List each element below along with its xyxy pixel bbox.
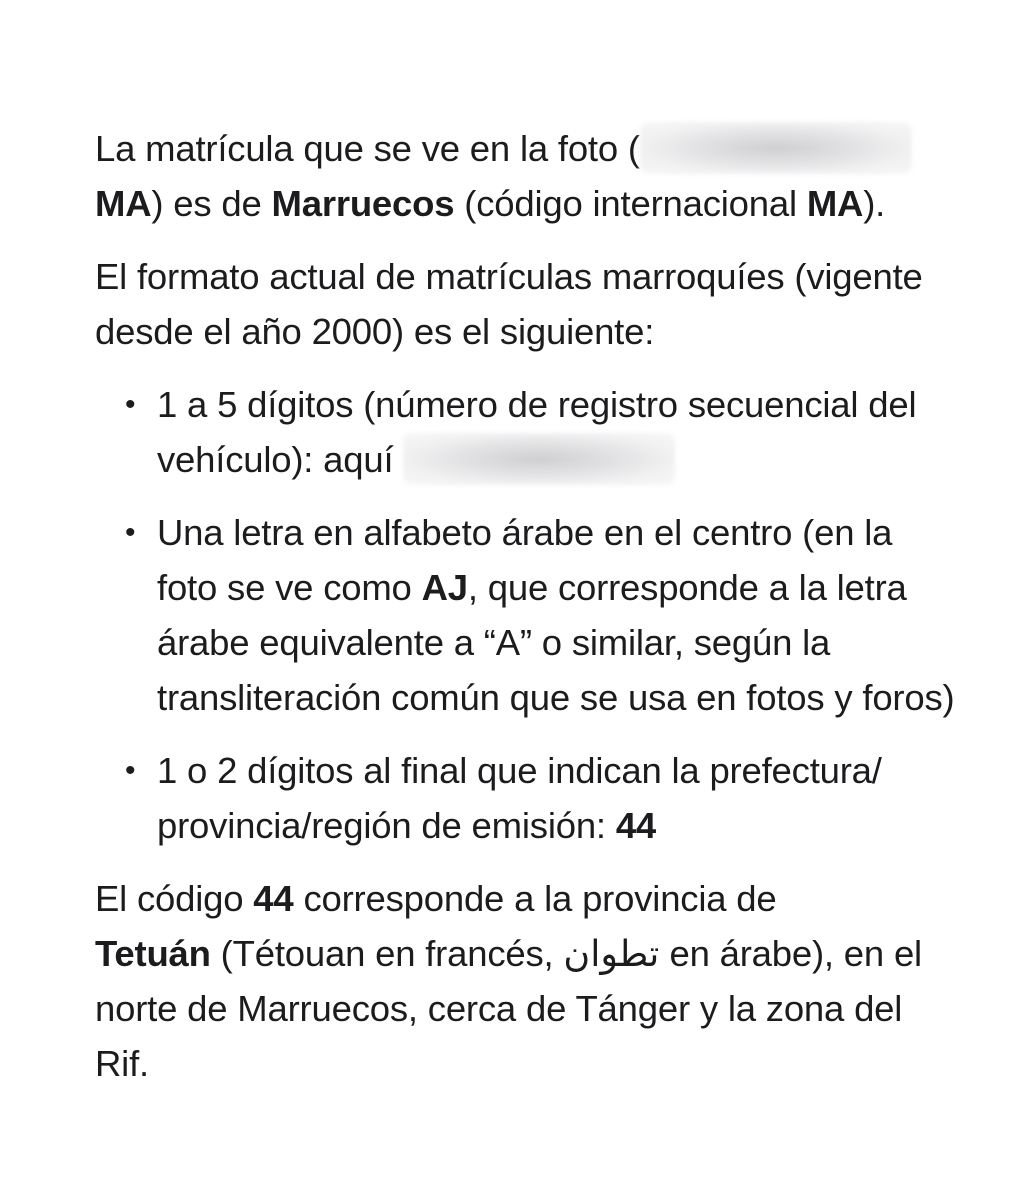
format-text: El formato actual de matrículas marroquíes (vigente desde el año 2000) es el siguiente: bbox=[95, 256, 923, 352]
conclusion-text-2: corresponde a la provincia de bbox=[293, 878, 777, 919]
list-item bbox=[95, 377, 955, 487]
province-name: Tetuán bbox=[95, 933, 211, 974]
letter-code: AJ bbox=[421, 567, 468, 608]
format-paragraph bbox=[95, 249, 955, 359]
list-item bbox=[95, 743, 955, 853]
conclusion-text-3: (Tétouan en francés, bbox=[210, 933, 564, 974]
list-item bbox=[95, 505, 955, 725]
intro-text-4: ). bbox=[863, 183, 886, 224]
redacted-plate-number bbox=[640, 122, 912, 174]
province-code: 44 bbox=[253, 878, 294, 919]
bullet-icon: • bbox=[125, 516, 136, 549]
conclusion-text-4: en árabe), en el norte de Marruecos, cerca de Tánger y la zona del Rif. bbox=[95, 933, 922, 1084]
conclusion-paragraph bbox=[95, 871, 955, 1091]
intro-text-3: (código internacional bbox=[454, 183, 807, 224]
conclusion-text: El código bbox=[95, 878, 254, 919]
international-code: MA bbox=[806, 183, 864, 224]
country-name: Marruecos bbox=[271, 183, 455, 224]
plate-suffix-code: MA bbox=[95, 183, 152, 224]
region-code: 44 bbox=[615, 805, 657, 846]
letter-text-2: , que corresponde a la letra árabe equivalente a “A” o similar, según la transliteración común que se usa en fotos y foros) bbox=[157, 567, 955, 718]
intro-paragraph bbox=[95, 121, 955, 231]
arabic-name: تطوان bbox=[563, 932, 660, 975]
intro-text: La matrícula que se ve en la foto ( bbox=[95, 128, 640, 169]
region-text: 1 o 2 dígitos al final que indican la prefectura/ provincia/región de emisión: bbox=[157, 750, 882, 846]
letter-text: Una letra en alfabeto árabe en el centro (en la foto se ve como bbox=[157, 512, 893, 608]
digits-text: 1 a 5 dígitos (número de registro secuencial del vehículo): aquí bbox=[157, 384, 917, 480]
intro-text-2: ) es de bbox=[151, 183, 272, 224]
redacted-registration-digits bbox=[403, 433, 675, 485]
bullet-icon: • bbox=[125, 754, 136, 787]
bullet-icon: • bbox=[125, 388, 136, 421]
format-list bbox=[95, 377, 955, 853]
message-content bbox=[95, 121, 955, 1109]
